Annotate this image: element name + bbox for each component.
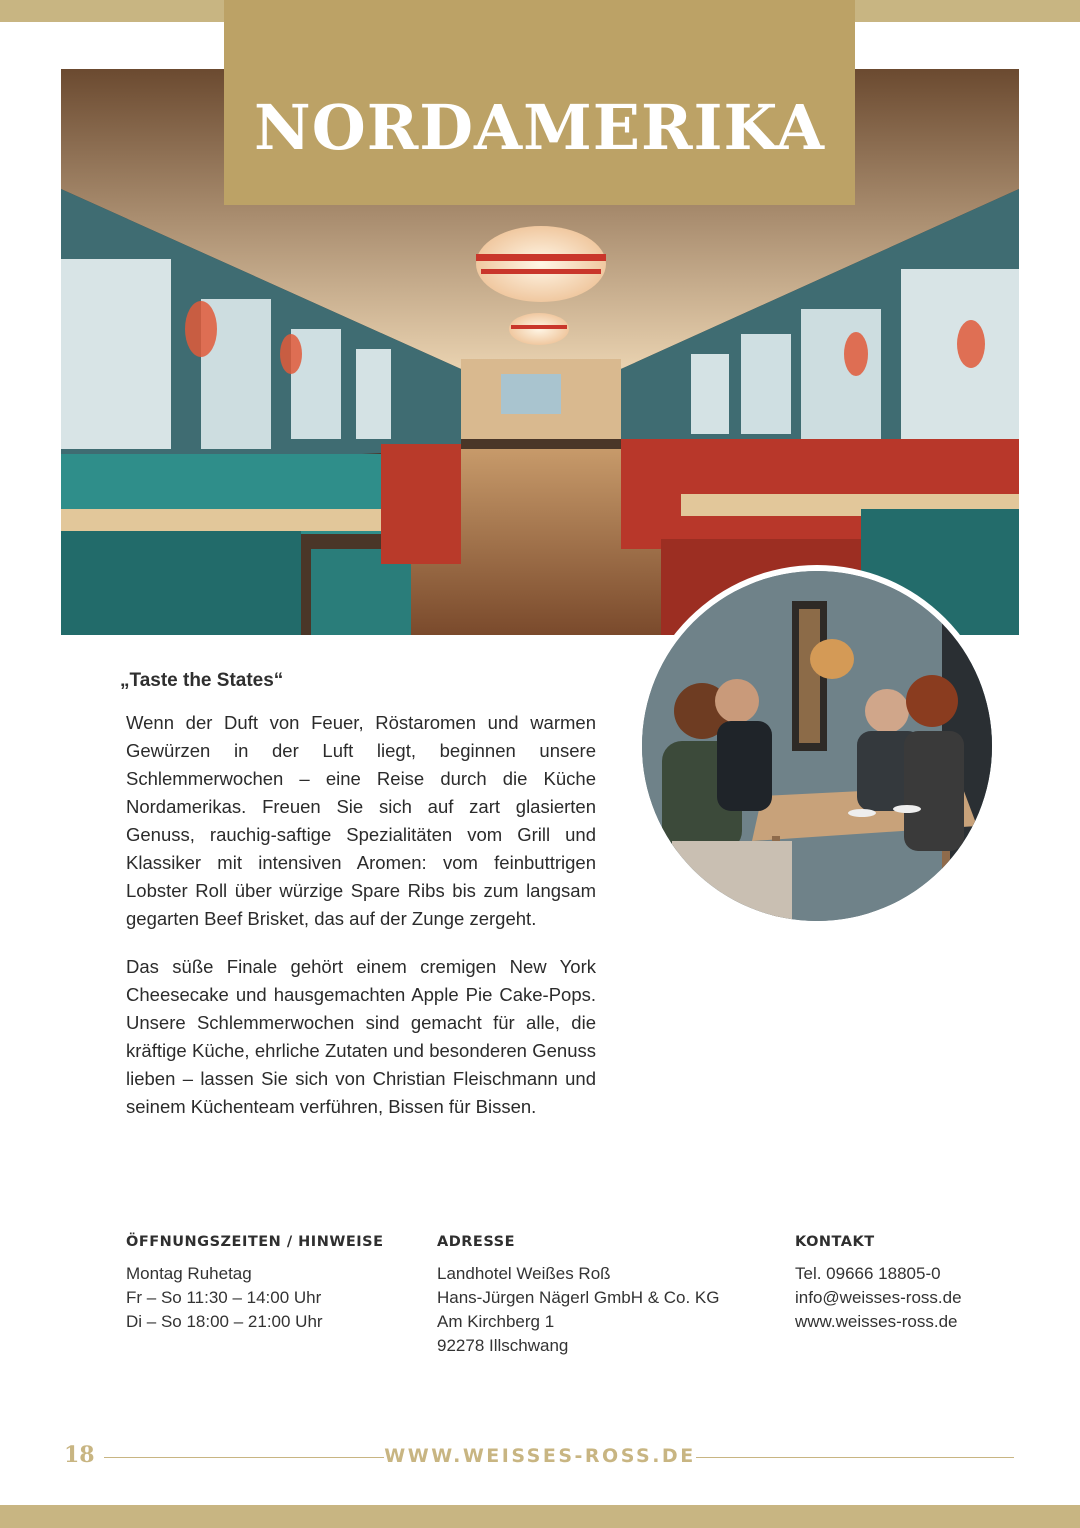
title-banner [224,0,855,205]
bottom-accent-band [0,1505,1080,1528]
guests-photo [642,571,992,921]
footer-divider-left [104,1457,384,1458]
address-line: Am Kirchberg 1 [437,1312,555,1331]
address-line: Hans-Jürgen Nägerl GmbH & Co. KG [437,1288,720,1307]
guests-photo-frame [636,565,998,927]
address-line: Landhotel Weißes Roß [437,1264,611,1283]
address-heading: ADRESSE [437,1234,515,1250]
contact-website: www.weisses-ross.de [795,1312,958,1331]
page-number: 18 [64,1442,95,1468]
contact-heading: KONTAKT [795,1234,875,1250]
hours-line: Di – So 18:00 – 21:00 Uhr [126,1312,323,1331]
quote-heading: „Taste the States“ [120,670,284,691]
opening-hours-heading: ÖFFNUNGSZEITEN / HINWEISE [126,1234,384,1250]
footer-divider-right [696,1457,1014,1458]
contact-phone: Tel. 09666 18805-0 [795,1264,941,1283]
address-section [437,1234,720,1358]
body-paragraph-2: Das süße Finale gehört einem cremigen New York Cheesecake und hausgemachten Apple Pie Cake-Pops. Unsere Schlemmerwochen sind gemacht für alle, die kräftige Küche, ehrliche Zutaten und besonderen Genuss lieben – lassen Sie sich von Christian Fleischmann und seinem Küchenteam verführen, Bissen für Bissen. [126,956,596,1117]
address-line: 92278 Illschwang [437,1336,569,1355]
hours-line: Fr – So 11:30 – 14:00 Uhr [126,1288,322,1307]
body-paragraph-1: Wenn der Duft von Feuer, Röstaromen und warmen Gewürzen in der Luft liegt, beginnen unsere Schlemmerwochen – eine Reise durch die Küche Nordamerikas. Freuen Sie sich auf zart glasierten Genuss, rauchig-saftige Spezialitäten vom Grill und Klassiker mit intensiven Aromen: vom feinbuttrigen Lobster Roll über würzige Spare Ribs bis zum langsam gegarten Beef Brisket, das auf der Zunge zergeht. [126,712,596,929]
contact-section [795,1234,962,1334]
footer-website-link[interactable]: WWW.WEISSES-ROSS.DE [384,1445,696,1467]
hours-line: Montag Ruhetag [126,1264,252,1283]
contact-email: info@weisses-ross.de [795,1288,962,1307]
opening-hours-section [126,1234,383,1334]
page-title: NORDAMERIKA [254,91,825,164]
